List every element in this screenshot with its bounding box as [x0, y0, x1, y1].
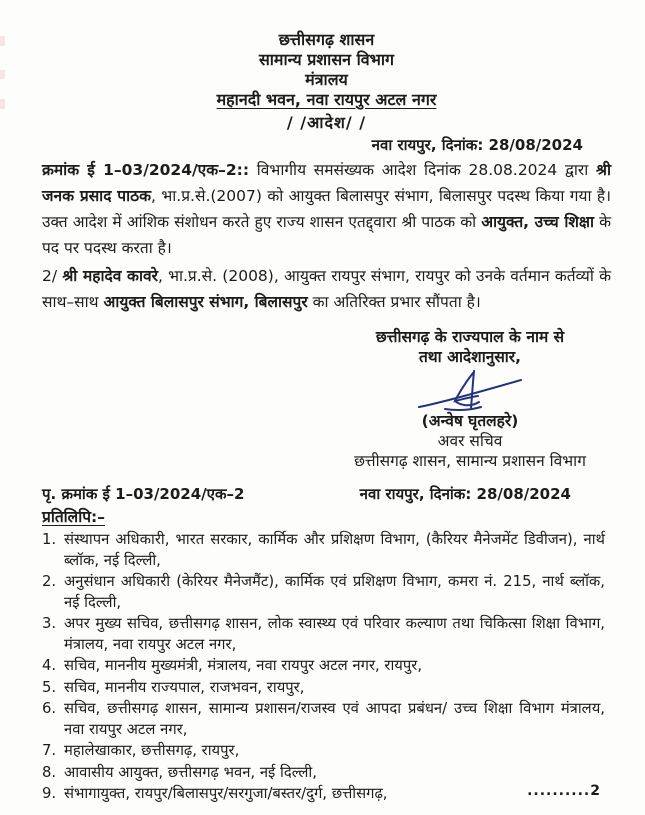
copy-item-number: 1.	[42, 531, 57, 548]
copy-to-label: प्रतिलिपि:–	[42, 508, 105, 526]
copy-item-number: 9.	[42, 785, 57, 802]
copy-item-text: महालेखाकार, छत्तीसगढ़, रायपुर,	[64, 742, 240, 759]
scan-artifact-mark	[0, 36, 5, 46]
copy-item-number: 2.	[42, 573, 57, 590]
copy-list-item	[42, 678, 611, 699]
copy-item-number: 8.	[42, 763, 57, 781]
copy-item-text: आवासीय आयुक्त, छत्तीसगढ़ भवन, नई दिल्ली,	[64, 763, 317, 781]
department-name: सामान्य प्रशासन विभाग	[258, 50, 395, 69]
signatory-name: (अन्वेष घृतलहरे)	[421, 412, 519, 430]
copy-list-item	[42, 614, 611, 655]
signature-block	[290, 327, 645, 471]
endorsement-ref-number: पृ. क्रमांक ई 1–03/2024/एक–2	[42, 485, 245, 503]
scan-artifact-mark	[0, 70, 5, 79]
copy-item-text: संस्थापन अधिकारी, भारत सरकार, कार्मिक और प्रशिक्षण विभाग, (कैरियर मैनेजमेंट डिवीजन), नार्थ ब्लॉक, नई दिल्ली,	[64, 531, 605, 569]
signature-ink-icon	[415, 369, 525, 413]
copy-list-item	[42, 530, 611, 571]
copy-item-number: 6.	[42, 700, 57, 717]
copy-item-number: 4.	[42, 657, 57, 674]
endorsement-place-date: नवा रायपुर, दिनांक: 28/08/2024	[359, 485, 571, 503]
copy-list-item	[42, 699, 611, 740]
office-name: मंत्रालय	[305, 70, 348, 89]
copy-item-text: सचिव, माननीय राज्यपाल, राजभवन, रायपुर,	[64, 678, 305, 696]
order-place-date: नवा रायपुर, दिनांक: 28/08/2024	[371, 136, 583, 154]
signatory-designation: अवर सचिव	[437, 432, 503, 450]
order-paragraph-1: क्रमांक ई 1–03/2024/एक–2:: विभागीय समसंख्यक आदेश दिनांक 28.08.2024 द्वारा श्री जनक प्रसाद पाठक, भा.प्र.से.(2007) को आयुक्त बिलासपुर संभाग, बिलासपुर पदस्थ किया गया है। उक्त आदेश में आंशिक संशोधन करते हुए राज्य शासन एतद्द्वारा श्री पाठक को आयुक्त, उच्च शिक्षा के पद पर पदस्थ करता है।	[42, 161, 611, 257]
scan-artifact-mark	[0, 99, 5, 109]
copy-item-number: 7.	[42, 742, 57, 759]
handwritten-signature	[290, 369, 645, 413]
order-paragraph-2: 2/ श्री महादेव कावरे, भा.प्र.से. (2008), आयुक्त रायपुर संभाग, रायपुर को उनके वर्तमान कर्तव्यों के साथ–साथ आयुक्त बिलासपुर संभाग, बिलासपुर का अतिरिक्त प्रभार सौंपता है।	[42, 267, 611, 311]
copy-recipient-list	[42, 530, 611, 805]
copy-item-text: संभागायुक्त, रायपुर/बिलासपुर/सरगुजा/बस्तर/दुर्ग, छत्तीसगढ़,	[64, 785, 388, 802]
copy-list-item	[42, 656, 611, 677]
copy-list-item	[42, 741, 611, 762]
endorsement-row	[42, 484, 611, 504]
copy-item-text: सचिव, माननीय मुख्यमंत्री, मंत्रालय, नवा रायपुर अटल नगर, रायपुर,	[64, 657, 423, 674]
page-continuation-indicator: ..........2	[527, 783, 601, 799]
copy-item-number: 5.	[42, 678, 57, 696]
copy-list-item	[42, 572, 611, 613]
order-title: / /आदेश/ /	[286, 113, 367, 132]
authority-line-2: तथा आदेशानुसार,	[418, 348, 522, 366]
copy-item-text: अनुसंधान अधिकारी (केरियर मैनेजमैंट), कार्मिक एवं प्रशिक्षण विभाग, कमरा नं. 215, नार्थ ब्लॉक, नई दिल्ली,	[64, 573, 605, 611]
office-address: महानदी भवन, नवा रायपुर अटल नगर	[216, 90, 437, 109]
authority-line-1: छत्तीसगढ़ के राज्यपाल के नाम से	[375, 328, 565, 346]
copy-item-number: 3.	[42, 615, 57, 632]
copy-item-text: अपर मुख्य सचिव, छत्तीसगढ़ शासन, लोक स्वास्थ्य एवं परिवार कल्याण तथा चिकित्सा शिक्षा विभाग, मंत्रालय, नवा रायपुर अटल नगर,	[64, 615, 605, 653]
copy-list-item	[42, 784, 611, 805]
government-name: छत्तीसगढ़ शासन	[278, 30, 375, 49]
letterhead	[42, 30, 611, 110]
signatory-department: छत्तीसगढ़ शासन, सामान्य प्रशासन विभाग	[354, 452, 586, 470]
copy-item-text: सचिव, छत्तीसगढ़ शासन, सामान्य प्रशासन/राजस्व एवं आपदा प्रबंधन/ उच्च शिक्षा विभाग मंत्रालय, नवा रायपुर अटल नगर,	[64, 700, 605, 738]
copy-list-item	[42, 763, 611, 784]
